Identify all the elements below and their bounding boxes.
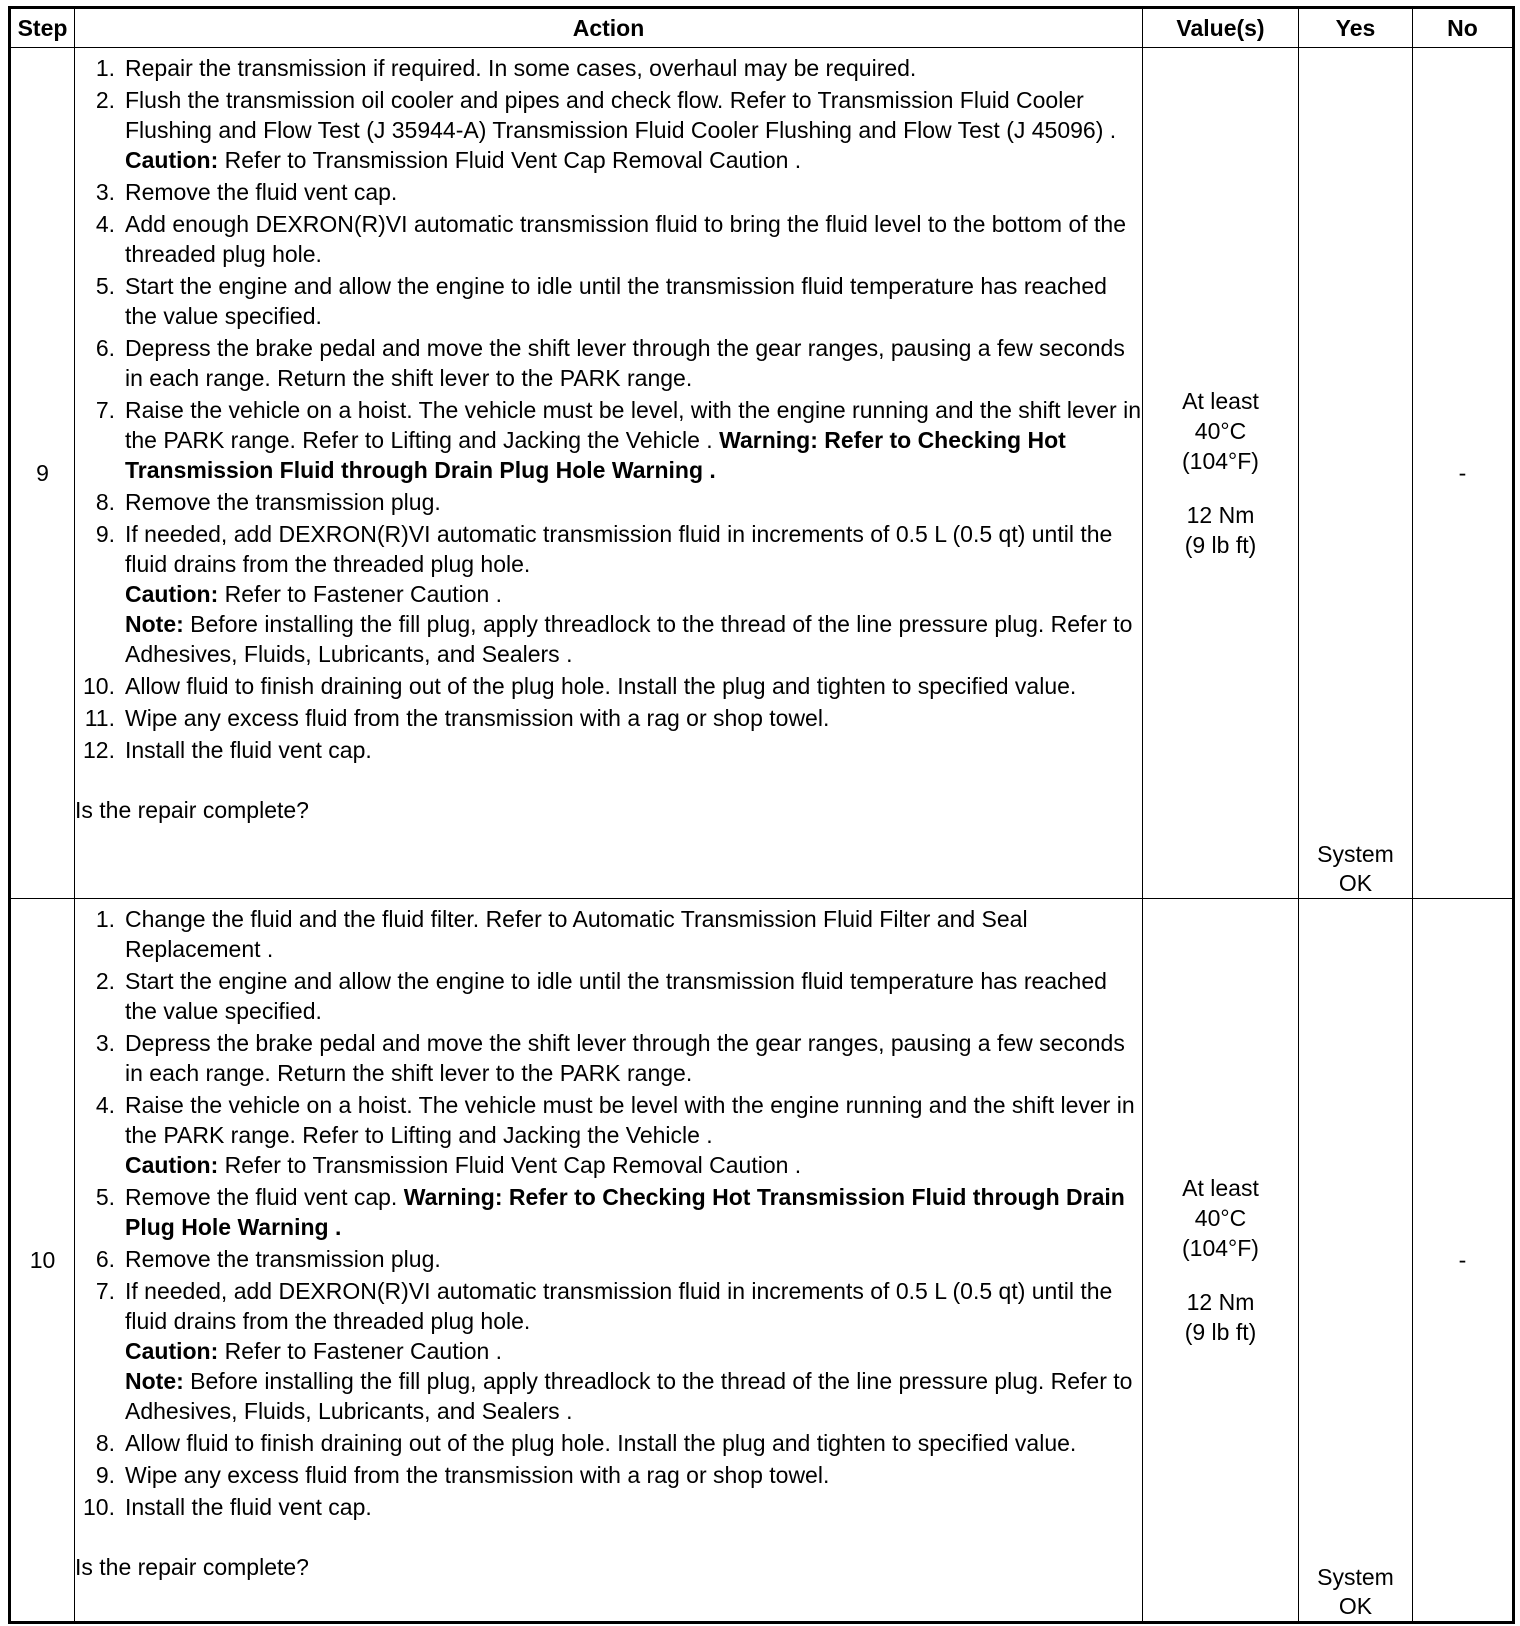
value-temp-f: (104°F) bbox=[1182, 1235, 1259, 1261]
action-item bbox=[75, 519, 1142, 669]
action-item bbox=[75, 1276, 1142, 1426]
caution-text: Refer to Fastener Caution . bbox=[218, 581, 503, 607]
note-label: Note: bbox=[125, 1368, 184, 1394]
action-item bbox=[75, 333, 1142, 393]
action-text: Flush the transmission oil cooler and pipes and check flow. Refer to Transmission Fluid Cooler Flushing and Flow Test (J 35944-A) Transmission Fluid Cooler Flushing and Flow Test (J 45096) . bbox=[125, 87, 1117, 143]
warning-text: Warning: Refer to Checking Hot Transmission Fluid through Drain Plug Hole Warning . bbox=[125, 1184, 1125, 1240]
action-number: 3. bbox=[95, 1030, 115, 1056]
action-number: 5. bbox=[95, 1184, 115, 1210]
action-item bbox=[75, 1090, 1142, 1180]
value-temp-label: At least bbox=[1182, 388, 1259, 414]
no-cell: - bbox=[1413, 899, 1514, 1623]
action-item bbox=[75, 395, 1142, 485]
no-cell: - bbox=[1413, 48, 1514, 899]
header-row bbox=[10, 8, 1514, 48]
action-item bbox=[75, 487, 1142, 517]
caution-text: Refer to Transmission Fluid Vent Cap Removal Caution . bbox=[218, 1152, 802, 1178]
action-item bbox=[75, 53, 1142, 83]
value-temp-f: (104°F) bbox=[1182, 448, 1259, 474]
note-text: Before installing the fill plug, apply threadlock to the thread of the line pressure plug. Refer to Adhesives, Fluids, Lubricants, and Sealers . bbox=[125, 1368, 1133, 1424]
action-cell bbox=[75, 48, 1143, 899]
action-text: Start the engine and allow the engine to idle until the transmission fluid temperature has reached the value specified. bbox=[125, 968, 1107, 1024]
action-number: 6. bbox=[95, 1246, 115, 1272]
action-text: Repair the transmission if required. In some cases, overhaul may be required. bbox=[125, 55, 917, 81]
action-item bbox=[75, 177, 1142, 207]
action-text: If needed, add DEXRON(R)VI automatic transmission fluid in increments of 0.5 L (0.5 qt) until the fluid drains from the threaded plug hole. bbox=[125, 1278, 1113, 1334]
action-number: 1. bbox=[95, 906, 115, 932]
action-text: Remove the transmission plug. bbox=[125, 1246, 441, 1272]
question-text: Is the repair complete? bbox=[75, 1554, 309, 1580]
note-block bbox=[125, 609, 1142, 669]
action-text: Wipe any excess fluid from the transmission with a rag or shop towel. bbox=[125, 1462, 830, 1488]
action-text: Raise the vehicle on a hoist. The vehicle must be level, with the engine running and the shift lever in the PARK range. Refer to Lifting and Jacking the Vehicle . bbox=[125, 397, 1142, 453]
caution-note bbox=[125, 579, 1142, 609]
value-torque-lbft: (9 lb ft) bbox=[1184, 1319, 1257, 1345]
action-item bbox=[75, 1244, 1142, 1274]
header-no: No bbox=[1413, 8, 1514, 48]
warning-text: Warning: Refer to Checking Hot Transmission Fluid through Drain Plug Hole Warning . bbox=[125, 427, 1066, 483]
action-item bbox=[75, 1028, 1142, 1088]
action-text: Add enough DEXRON(R)VI automatic transmission fluid to bring the fluid level to the bottom of the threaded plug hole. bbox=[125, 211, 1127, 267]
action-item bbox=[75, 904, 1142, 964]
action-cell bbox=[75, 899, 1143, 1623]
values-cell bbox=[1143, 48, 1299, 899]
action-number: 4. bbox=[95, 1092, 115, 1118]
values-cell bbox=[1143, 899, 1299, 1623]
action-number: 9. bbox=[95, 1462, 115, 1488]
action-item bbox=[75, 703, 1142, 733]
action-number: 1. bbox=[95, 55, 115, 81]
yes-result-line1: System bbox=[1317, 841, 1394, 867]
action-item bbox=[75, 1460, 1142, 1490]
action-number: 10. bbox=[83, 1494, 115, 1520]
action-number: 12. bbox=[83, 737, 115, 763]
action-item bbox=[75, 1428, 1142, 1458]
action-item bbox=[75, 271, 1142, 331]
caution-label: Caution: bbox=[125, 581, 219, 607]
note-label: Note: bbox=[125, 611, 184, 637]
action-text: Remove the transmission plug. bbox=[125, 489, 441, 515]
action-number: 3. bbox=[95, 179, 115, 205]
action-item bbox=[75, 966, 1142, 1026]
action-item bbox=[75, 735, 1142, 765]
action-text: Remove the fluid vent cap. bbox=[125, 1184, 404, 1210]
action-text: Depress the brake pedal and move the shift lever through the gear ranges, pausing a few seconds in each range. Return the shift lever to the PARK range. bbox=[125, 335, 1125, 391]
action-text: Allow fluid to finish draining out of the plug hole. Install the plug and tighten to specified value. bbox=[125, 1430, 1077, 1456]
action-number: 7. bbox=[95, 397, 115, 423]
procedure-sheet bbox=[8, 6, 1512, 1620]
value-torque-lbft: (9 lb ft) bbox=[1184, 532, 1257, 558]
yes-result-line2: OK bbox=[1338, 1593, 1373, 1619]
caution-label: Caution: bbox=[125, 147, 219, 173]
action-number: 8. bbox=[95, 489, 115, 515]
action-number: 2. bbox=[95, 87, 115, 113]
caution-note bbox=[125, 1336, 1142, 1366]
header-action: Action bbox=[75, 8, 1143, 48]
action-text: Change the fluid and the fluid filter. Refer to Automatic Transmission Fluid Filter and Seal Replacement . bbox=[125, 906, 1028, 962]
caution-note bbox=[125, 1150, 1142, 1180]
action-item bbox=[75, 1182, 1142, 1242]
action-item bbox=[75, 1492, 1142, 1522]
action-text: Raise the vehicle on a hoist. The vehicle must be level with the engine running and the shift lever in the PARK range. Refer to Lifting and Jacking the Vehicle . bbox=[125, 1092, 1135, 1148]
value-temp-c: 40°C bbox=[1194, 1205, 1247, 1231]
action-number: 5. bbox=[95, 273, 115, 299]
header-yes: Yes bbox=[1299, 8, 1413, 48]
action-number: 10. bbox=[83, 673, 115, 699]
action-text: Start the engine and allow the engine to idle until the transmission fluid temperature has reached the value specified. bbox=[125, 273, 1107, 329]
action-text: Install the fluid vent cap. bbox=[125, 737, 372, 763]
question-text: Is the repair complete? bbox=[75, 797, 309, 823]
action-text: Wipe any excess fluid from the transmission with a rag or shop towel. bbox=[125, 705, 830, 731]
action-number: 9. bbox=[95, 521, 115, 547]
action-number: 7. bbox=[95, 1278, 115, 1304]
note-text: Before installing the fill plug, apply threadlock to the thread of the line pressure plug. Refer to Adhesives, Fluids, Lubricants, and Sealers . bbox=[125, 611, 1133, 667]
yes-cell bbox=[1299, 48, 1413, 899]
action-number: 2. bbox=[95, 968, 115, 994]
action-number: 8. bbox=[95, 1430, 115, 1456]
action-item bbox=[75, 85, 1142, 175]
step-number: 10 bbox=[10, 899, 75, 1623]
caution-note bbox=[125, 145, 1142, 175]
action-list bbox=[75, 53, 1142, 765]
action-text: Allow fluid to finish draining out of the plug hole. Install the plug and tighten to specified value. bbox=[125, 673, 1077, 699]
action-item bbox=[75, 209, 1142, 269]
action-text: Remove the fluid vent cap. bbox=[125, 179, 398, 205]
action-number: 11. bbox=[84, 705, 115, 731]
table-row bbox=[10, 899, 1514, 1623]
value-temp-label: At least bbox=[1182, 1175, 1259, 1201]
yes-result-line2: OK bbox=[1338, 870, 1373, 896]
action-text: If needed, add DEXRON(R)VI automatic transmission fluid in increments of 0.5 L (0.5 qt) until the fluid drains from the threaded plug hole. bbox=[125, 521, 1113, 577]
action-text: Install the fluid vent cap. bbox=[125, 1494, 372, 1520]
yes-result-line1: System bbox=[1317, 1564, 1394, 1590]
value-temp-c: 40°C bbox=[1194, 418, 1247, 444]
action-number: 6. bbox=[95, 335, 115, 361]
caution-text: Refer to Fastener Caution . bbox=[218, 1338, 503, 1364]
value-torque-nm: 12 Nm bbox=[1186, 1289, 1255, 1315]
note-block bbox=[125, 1366, 1142, 1426]
header-values: Value(s) bbox=[1143, 8, 1299, 48]
value-torque-nm: 12 Nm bbox=[1186, 502, 1255, 528]
caution-label: Caution: bbox=[125, 1338, 219, 1364]
action-item bbox=[75, 671, 1142, 701]
diagnostic-table bbox=[8, 6, 1515, 1624]
action-number: 4. bbox=[95, 211, 115, 237]
caution-text: Refer to Transmission Fluid Vent Cap Removal Caution . bbox=[218, 147, 802, 173]
table-row bbox=[10, 48, 1514, 899]
caution-label: Caution: bbox=[125, 1152, 219, 1178]
header-step: Step bbox=[10, 8, 75, 48]
action-text: Depress the brake pedal and move the shift lever through the gear ranges, pausing a few seconds in each range. Return the shift lever to the PARK range. bbox=[125, 1030, 1125, 1086]
action-list bbox=[75, 904, 1142, 1522]
yes-cell bbox=[1299, 899, 1413, 1623]
step-number: 9 bbox=[10, 48, 75, 899]
